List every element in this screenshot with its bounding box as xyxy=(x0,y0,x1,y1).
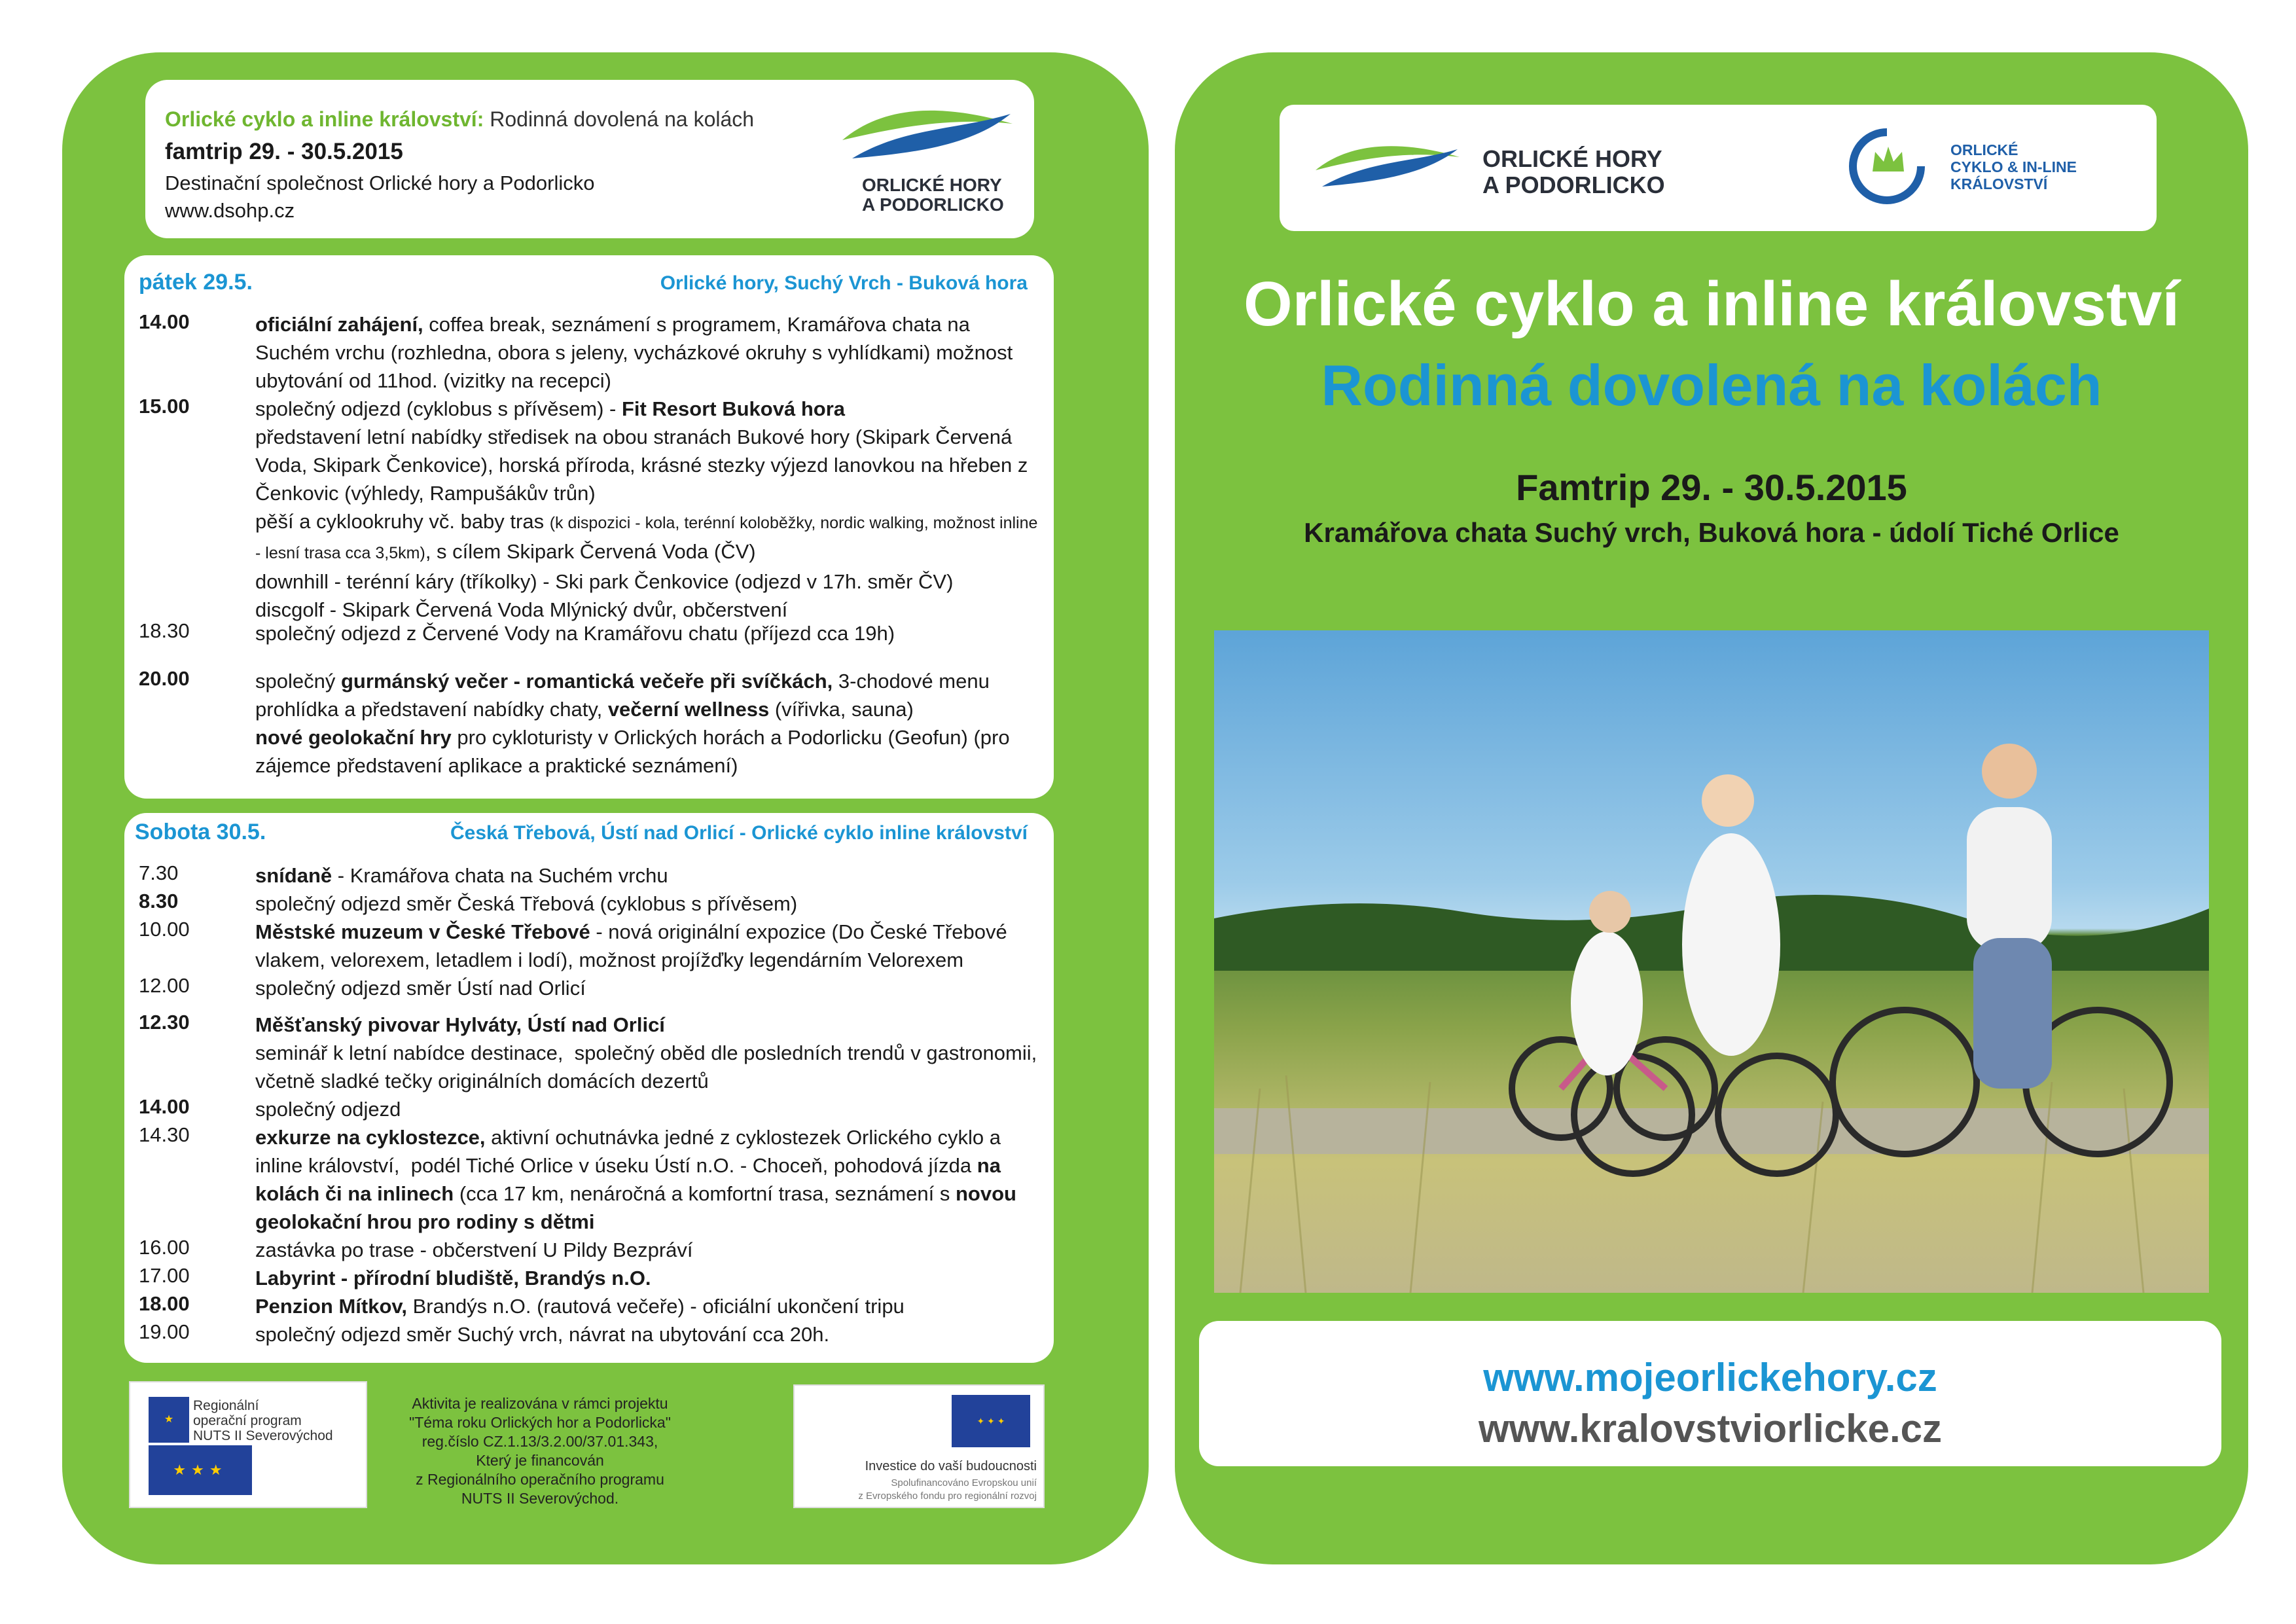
schedule-desc: společný odjezd směr Česká Třebová (cyklobus s přívěsem) xyxy=(255,892,798,915)
website-link-1[interactable]: www.mojeorlickehory.cz xyxy=(1483,1356,1937,1399)
schedule-time: 12.00 xyxy=(139,974,190,997)
header-famtrip: famtrip 29. - 30.5.2015 xyxy=(165,139,403,164)
project-info: Aktivita je realizována v rámci projektu "Téma roku Orlických hor a Podorlicka" reg.číslo CZ.1.13/3.2.00/37.01.343, Který je financován z Regionálního operačního programu NUTS II Severovýchod. xyxy=(409,1395,671,1507)
famtrip-date: Famtrip 29. - 30.5.2015 xyxy=(1516,467,1907,508)
schedule-time: 16.00 xyxy=(139,1236,190,1259)
eu-label: Investice do vaší budoucnosti xyxy=(865,1459,1037,1473)
schedule-desc: exkurze na cyklostezce, aktivní ochutnávka jedné z cyklostezek Orlického cyklo a inline království, podél Tiché Orlice v úseku Ústí n.O. - Choceň, pohodová jízda na kolách či na inlinech (cca 17 km, nenáročná a komfortní trasa, seznámení s novou geolokační hrou pro rodiny s dětmi xyxy=(255,1126,1016,1233)
header-logo-line1: ORLICKÉ HORY xyxy=(862,175,1002,195)
day1-title: pátek 29.5. xyxy=(139,270,253,295)
schedule-desc: společný odjezd směr Suchý vrch, návrat na ubytování cca 20h. xyxy=(255,1323,830,1346)
eu-logo-box xyxy=(793,1384,1045,1508)
schedule-desc: Měšťanský pivovar Hylváty, Ústí nad Orlicí seminář k letní nabídce destinace, společný oběd dle posledních trendů v gastronomii, včetně sladké tečky originálních domácích dezertů xyxy=(255,1013,1037,1092)
rop-logo-box xyxy=(129,1381,367,1508)
schedule-time: 14.00 xyxy=(139,310,190,333)
schedule-time: 7.30 xyxy=(139,861,179,884)
schedule-desc: snídaně - Kramářova chata na Suchém vrchu xyxy=(255,864,668,887)
header-title: Orlické cyklo a inline království: Rodinná dovolená na kolách xyxy=(165,107,755,131)
schedule-time: 10.00 xyxy=(139,918,190,941)
websites-card xyxy=(1199,1321,2221,1466)
photo-illustration xyxy=(1214,630,2209,1293)
famtrip-location: Kramářova chata Suchý vrch, Buková hora - údolí Tiché Orlice xyxy=(1304,517,2119,548)
logo2-text: ORLICKÉ CYKLO & IN-LINE KRÁLOVSTVÍ xyxy=(1950,141,2077,192)
schedule-desc: oficiální zahájení, coffea break, seznámení s programem, Kramářova chata na Suchém vrchu (rozhledna, obora s jeleny, vycházkové okruhy s vyhlídkami) možnost ubytování od 11hod. (vizitky na recepci) xyxy=(255,313,1013,392)
eu-flag-icon: ★★★ xyxy=(149,1445,252,1495)
schedule-time: 8.30 xyxy=(139,890,179,912)
schedule-time: 18.00 xyxy=(139,1292,190,1315)
eu-flag-icon: ✦ ✦ ✦ xyxy=(952,1395,1030,1447)
eu-flag-icon: ★ xyxy=(149,1397,189,1443)
right-logo-card xyxy=(1280,105,2157,231)
schedule-time: 18.30 xyxy=(139,619,190,642)
main-subtitle: Rodinná dovolená na kolách xyxy=(1321,353,2102,418)
schedule-time: 14.00 xyxy=(139,1095,190,1118)
day2-card xyxy=(124,813,1054,1363)
crown-circle-icon xyxy=(1848,126,1926,211)
header-web: www.dsohp.cz xyxy=(165,199,295,222)
schedule-desc: společný odjezd směr Ústí nad Orlicí xyxy=(255,977,586,1000)
schedule-time: 17.00 xyxy=(139,1264,190,1287)
schedule-time: 12.30 xyxy=(139,1011,190,1034)
schedule-desc: Labyrint - přírodní bludiště, Brandýs n.O. xyxy=(255,1267,651,1290)
eu-label: z Evropského fondu pro regionální rozvoj xyxy=(858,1490,1037,1502)
schedule-time: 20.00 xyxy=(139,667,190,690)
cycling-family-photo xyxy=(1214,630,2209,1293)
header-company: Destinační společnost Orlické hory a Podorlicko xyxy=(165,171,595,194)
day2-title: Sobota 30.5. xyxy=(135,820,266,844)
schedule-desc: společný gurmánský večer - romantická večeře při svíčkách, 3-chodové menu prohlídka a představení nabídky chaty, večerní wellness (vířivka, sauna) nové geolokační hry pro cykloturisty v Orlických horách a Podorlicku (Geofun) (pro zájemce představení aplikace a praktické seznámení) xyxy=(255,670,1010,777)
website-link-2[interactable]: www.kralovstviorlicke.cz xyxy=(1478,1407,1943,1451)
day1-place: Orlické hory, Suchý Vrch - Buková hora xyxy=(660,272,1028,294)
schedule-desc: společný odjezd (cyklobus s přívěsem) - Fit Resort Buková hora představení letní nabídky středisek na obou stranách Bukové hory (Skipark Červená Voda, Skipark Čenkovice), horská příroda, krásné stezky výjezd lanovkou na hřeben z Čenkovic (výhledy, Rampušákův trůn) pěší a cyklookruhy vč. baby tras (k dispozici - kola, terénní koloběžky, nordic walking, možnost inline - lesní trasa cca 3,5km), s cílem Skipark Červená Voda (ČV) downhill - terénní káry (tříkolky) - Ski park Čenkovice (odjezd v 17h. směr ČV) discgolf - Skipark Červená Voda Mlýnický dvůr, občerstvení xyxy=(255,397,1038,621)
schedule-desc: Městské muzeum v České Třebové - nová originální expozice (Do České Třebové vlakem, velorexem, letadlem i lodí), možnost projížďky legendárním Velorexem xyxy=(255,920,1007,971)
day2-place: Česká Třebová, Ústí nad Orlicí - Orlické cyklo inline království xyxy=(450,822,1028,844)
eu-label: Spolufinancováno Evropskou unií xyxy=(891,1477,1037,1489)
schedule-desc: Penzion Mítkov, Brandýs n.O. (rautová večeře) - oficiální ukončení tripu xyxy=(255,1295,905,1318)
logo1-line1: ORLICKÉ HORY xyxy=(1482,145,1662,172)
header-logo-line2: A PODORLICKO xyxy=(862,194,1004,215)
main-title: Orlické cyklo a inline království xyxy=(1243,269,2180,339)
orlicke-hory-logo-swoosh xyxy=(1312,137,1463,196)
schedule-time: 14.30 xyxy=(139,1123,190,1146)
day1-card xyxy=(124,255,1054,799)
schedule-desc: zastávka po trase - občerstvení U Pildy Bezpráví xyxy=(255,1238,693,1261)
logo1-line2: A PODORLICKO xyxy=(1482,171,1665,198)
schedule-time: 15.00 xyxy=(139,395,190,418)
orlicke-hory-logo-swoosh xyxy=(839,101,1016,173)
schedule-desc: společný odjezd z Červené Vody na Kramářovu chatu (příjezd cca 19h) xyxy=(255,622,895,645)
rop-label: Regionální operační program NUTS II Severovýchod xyxy=(193,1398,333,1443)
schedule-desc: společný odjezd xyxy=(255,1098,401,1121)
schedule-time: 19.00 xyxy=(139,1320,190,1343)
left-header-card xyxy=(145,80,1034,238)
